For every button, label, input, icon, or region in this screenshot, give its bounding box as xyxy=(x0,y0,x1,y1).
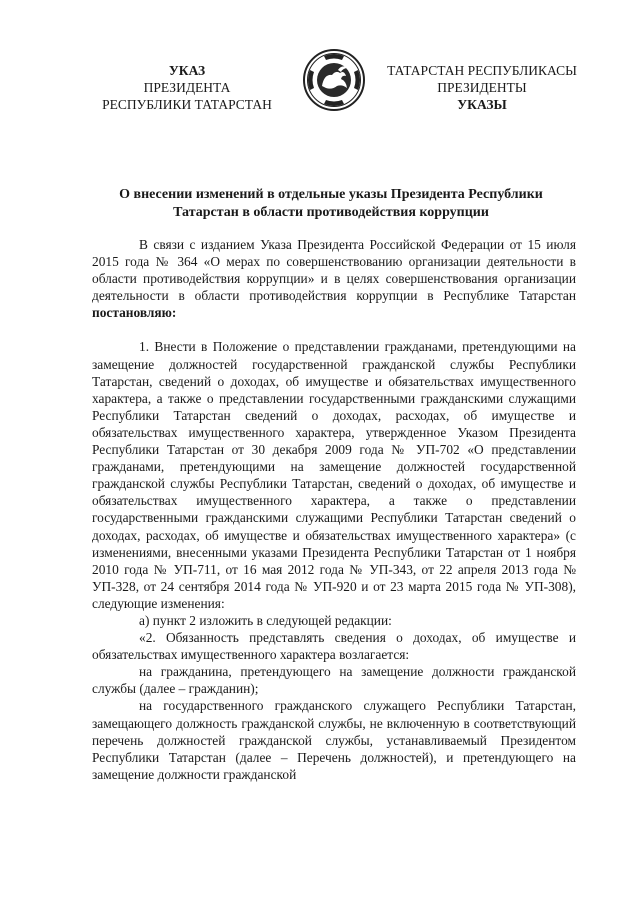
preamble-resolve-word: постановляю: xyxy=(92,305,177,321)
header-right-line-1: ТАТАРСТАН РЕСПУБЛИКАСЫ xyxy=(387,63,577,78)
paragraph-item-1: 1. Внести в Положение о представлении гражданами, претендующими на замещение должностей государственной гражданской службы Республики Татарстан, сведений о доходах, об имуществе и обязательствах имущественного характера, а также о представлении государственными гражданскими служащими Республики Татарстан сведений о доходах, расходах, об имуществе и обязательствах имущественного характера, утвержденное Указом Президента Республики Татарстан от 30 декабря 2009 года № УП-702 «О представлении гражданами, претендующими на замещение должностей государственной гражданской службы Республики Татарстан, сведений о доходах, об имуществе и обязательствах имущественного характера, а также о представлении государственными гражданскими служащими Республики Татарстан сведений о доходах, расходах, об имуществе и обязательствах имущественного характера» (с изменениями, внесенными указами Президента Республики Татарстан от 1 ноября 2010 года № УП-711, от 16 мая 2012 года № УП-343, от 22 апреля 2013 года № УП-328, от 24 сентября 2014 года № УП-920 и от 23 марта 2015 года № УП-308), следующие изменения: xyxy=(92,339,576,611)
document-title-line-1: О внесении изменений в отдельные указы Президента Республики xyxy=(119,187,543,202)
paragraph-spacer xyxy=(92,321,576,338)
header-left-line-2: ПРЕЗИДЕНТА xyxy=(143,80,231,95)
preamble-text: В связи с изданием Указа Президента Российской Федерации от 15 июля 2015 года № 364 «О мерах по совершенствованию организации деятельности в области противодействия коррупции» и в целях совершенствования организации деятельности в области противодействия коррупции в Республике Татарстан xyxy=(92,237,576,304)
document-title-line-2: Татарстан в области противодействия коррупции xyxy=(173,205,489,220)
document-body xyxy=(92,236,576,783)
document-title xyxy=(96,186,566,222)
header-left-block xyxy=(88,62,286,113)
header-right-line-2: ПРЕЗИДЕНТЫ xyxy=(437,80,527,95)
header-right-line-3: УКАЗЫ xyxy=(457,97,507,112)
paragraph-civil-servant: на государственного гражданского служащего Республики Татарстан, замещающего должность гражданской службы, не включенную в соответствующий перечень должностей гражданской службы, устанавливаемый Президентом Республики Татарстан (далее – Перечень должностей), и претендующего на замещение должности гражданской xyxy=(92,698,576,782)
header-right-block xyxy=(376,62,588,113)
coat-of-arms-emblem-icon xyxy=(302,48,366,112)
paragraph-quoted-point-2: «2. Обязанность представлять сведения о доходах, об имуществе и обязательствах имущественного характера возлагается: xyxy=(92,630,576,663)
preamble-paragraph xyxy=(92,236,576,321)
header-left-line-3: РЕСПУБЛИКИ ТАТАРСТАН xyxy=(102,97,272,112)
paragraph-citizen-definition: на гражданина, претендующего на замещение должности гражданской службы (далее – гражданин); xyxy=(92,664,576,697)
paragraph-subitem-a: а) пункт 2 изложить в следующей редакции: xyxy=(139,612,392,628)
header-left-line-1: УКАЗ xyxy=(168,63,206,78)
